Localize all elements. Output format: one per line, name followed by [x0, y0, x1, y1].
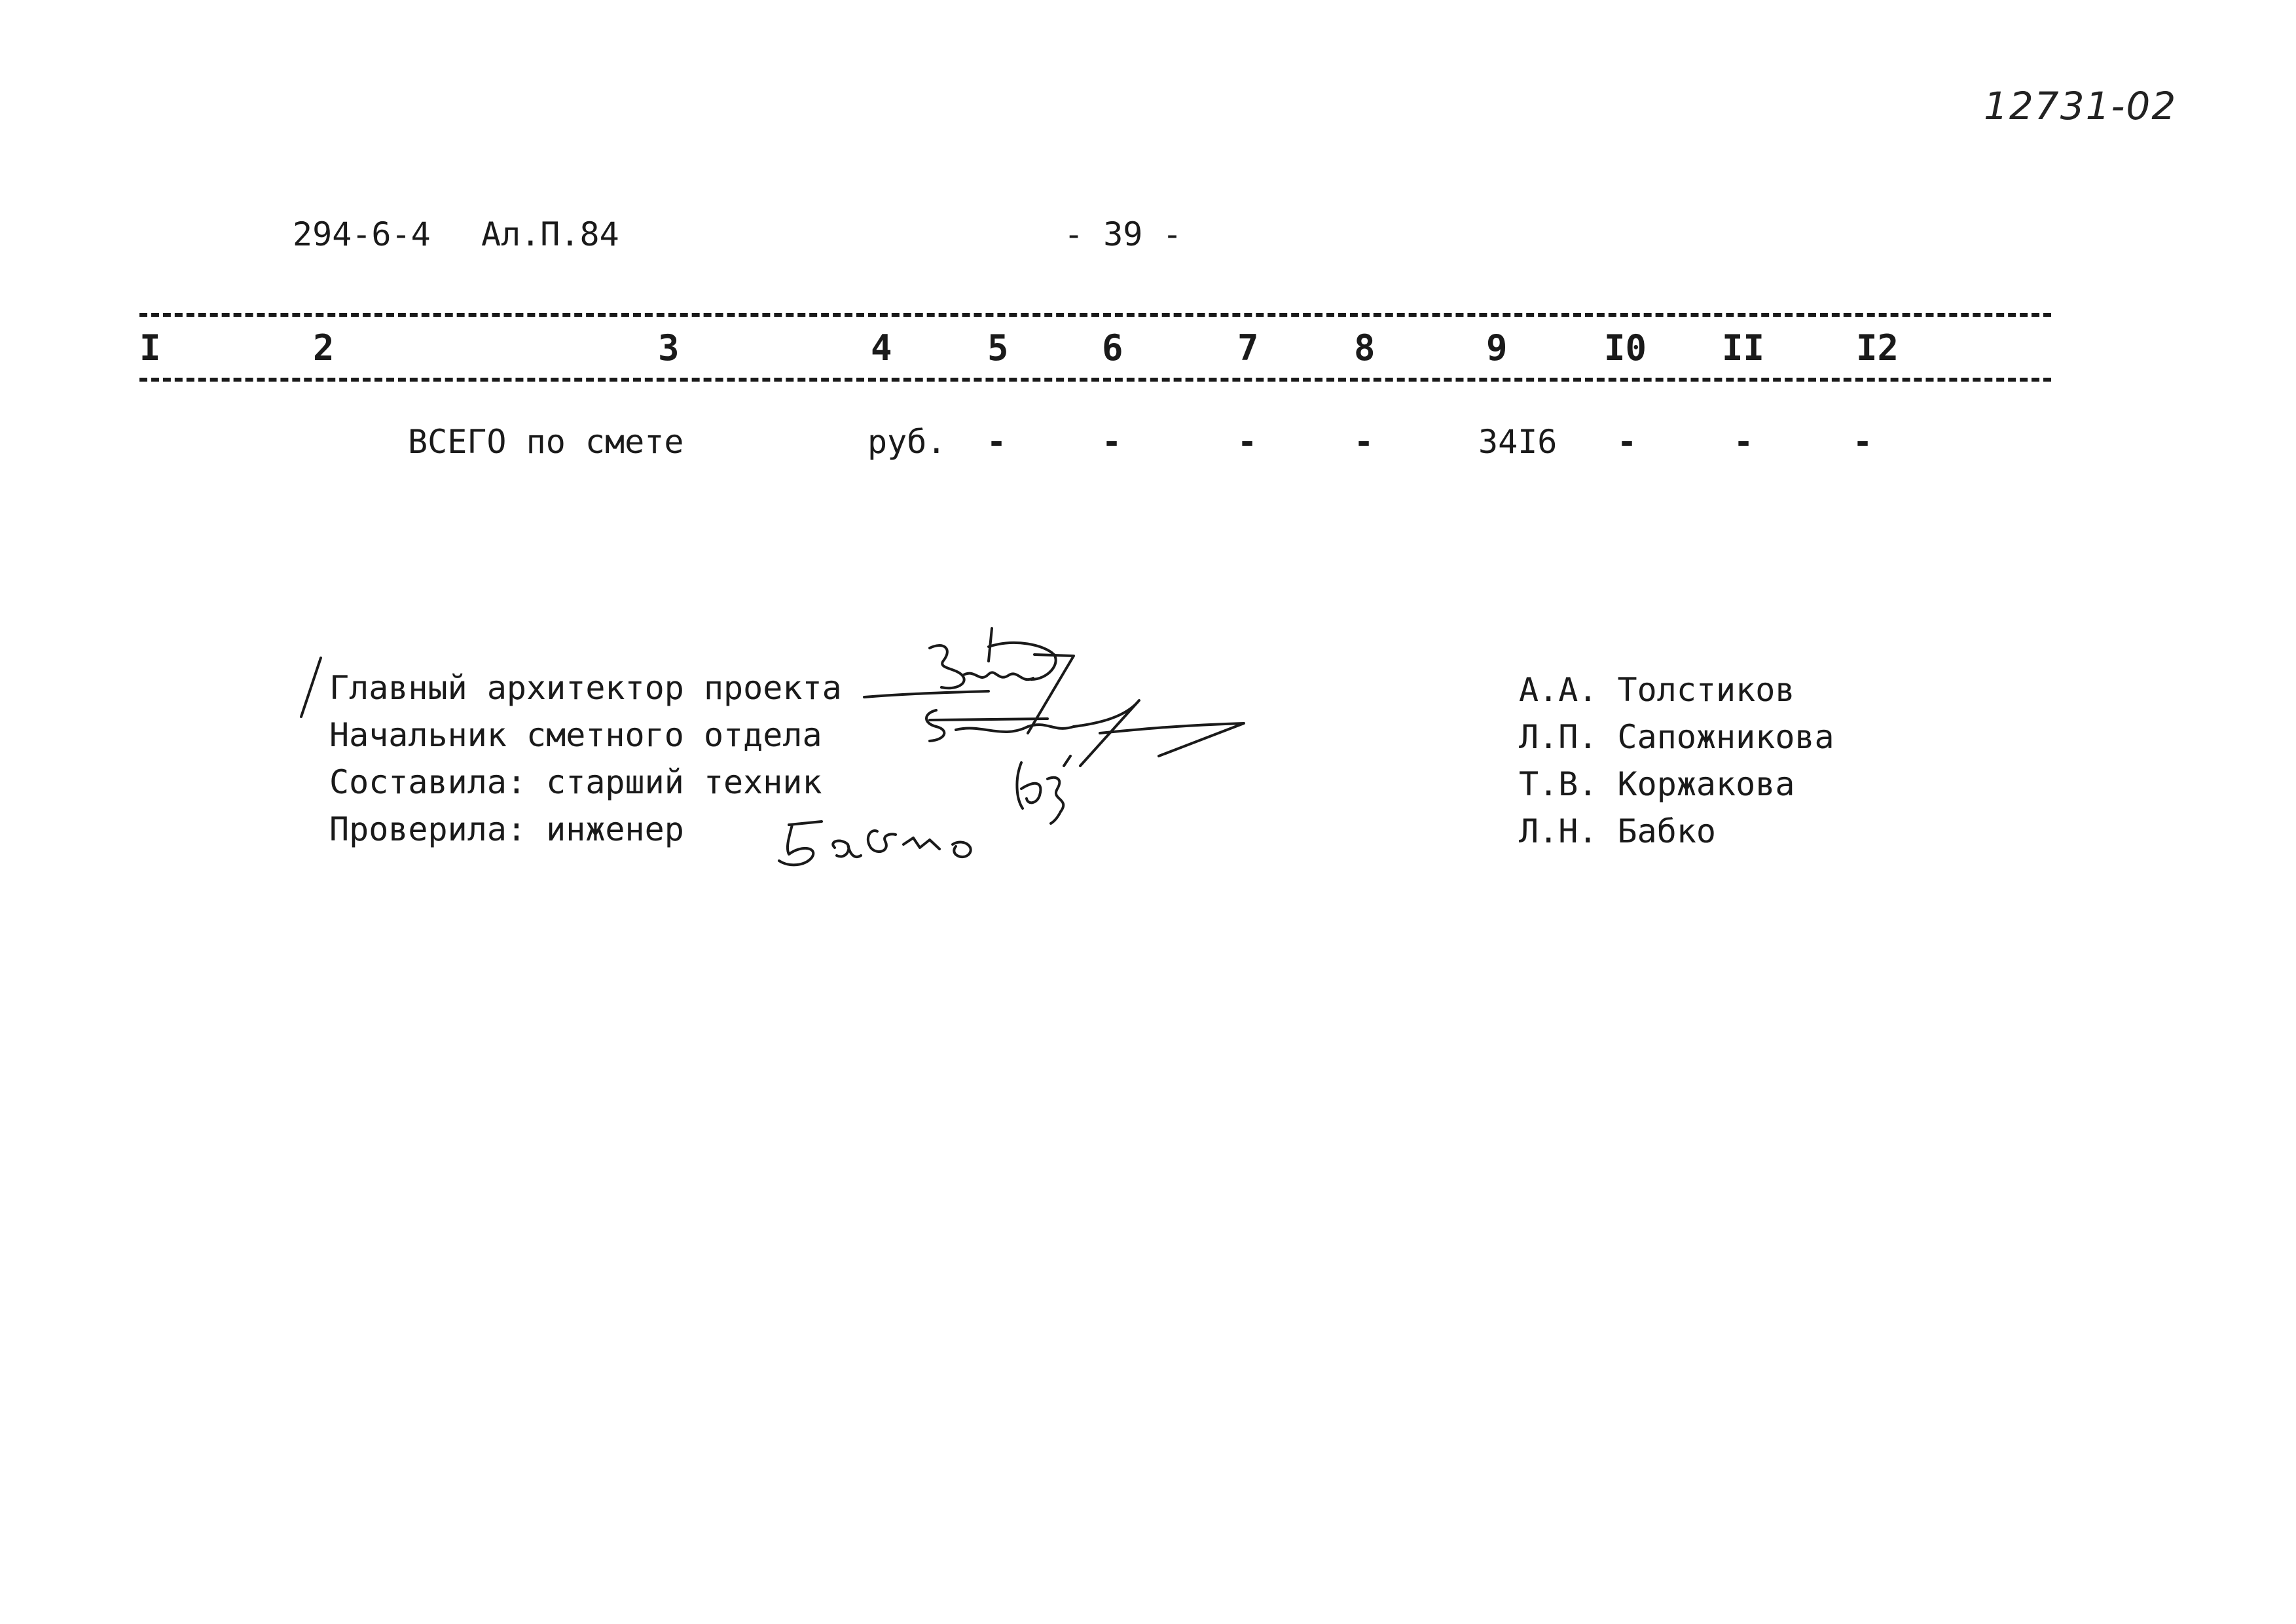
column-number: 6 [1102, 327, 1123, 369]
signature-name: Л.Н. Бабко [1519, 812, 1717, 850]
signature-role: Начальник сметного отдела [329, 716, 822, 754]
signature-role: Составила: старший техник [329, 763, 822, 801]
total-col7: - [1237, 423, 1258, 461]
column-number: 3 [658, 327, 680, 369]
total-col11: - [1734, 423, 1754, 461]
column-number: I2 [1856, 327, 1899, 369]
margin-mark [298, 655, 324, 720]
album-reference: Ал.П.84 [481, 215, 619, 253]
column-number: II [1722, 327, 1765, 369]
column-number: 7 [1237, 327, 1259, 369]
handwritten-signature [773, 808, 1034, 880]
signature-role: Проверила: инженер [329, 810, 684, 848]
total-col9: 34I6 [1478, 423, 1558, 461]
signature-name: Л.П. Сапожникова [1519, 718, 1834, 756]
handwritten-signature [917, 694, 1257, 772]
archive-number: 12731-02 [1984, 84, 2178, 128]
column-number: 4 [871, 327, 892, 369]
total-col12: - [1853, 423, 1873, 461]
signature-role: Главный архитектор проекта [329, 669, 842, 707]
total-label: ВСЕГО по смете [408, 423, 684, 461]
table-top-rule [139, 313, 2051, 317]
signature-name: Т.В. Коржакова [1519, 765, 1795, 803]
doc-code: 294-6-4 [293, 215, 431, 253]
column-number: I0 [1604, 327, 1647, 369]
total-col6: - [1102, 423, 1122, 461]
total-col10: - [1617, 423, 1637, 461]
total-unit: руб. [867, 423, 947, 461]
page-number: - 39 - [1064, 215, 1182, 253]
column-number: 5 [987, 327, 1009, 369]
signature-name: А.А. Толстиков [1519, 671, 1795, 709]
column-number: I [139, 327, 161, 369]
total-col8: - [1354, 423, 1374, 461]
column-number: 9 [1486, 327, 1508, 369]
total-col5: - [987, 423, 1007, 461]
column-number: 2 [313, 327, 335, 369]
table-header-bottom-rule [139, 378, 2051, 382]
column-number: 8 [1354, 327, 1376, 369]
